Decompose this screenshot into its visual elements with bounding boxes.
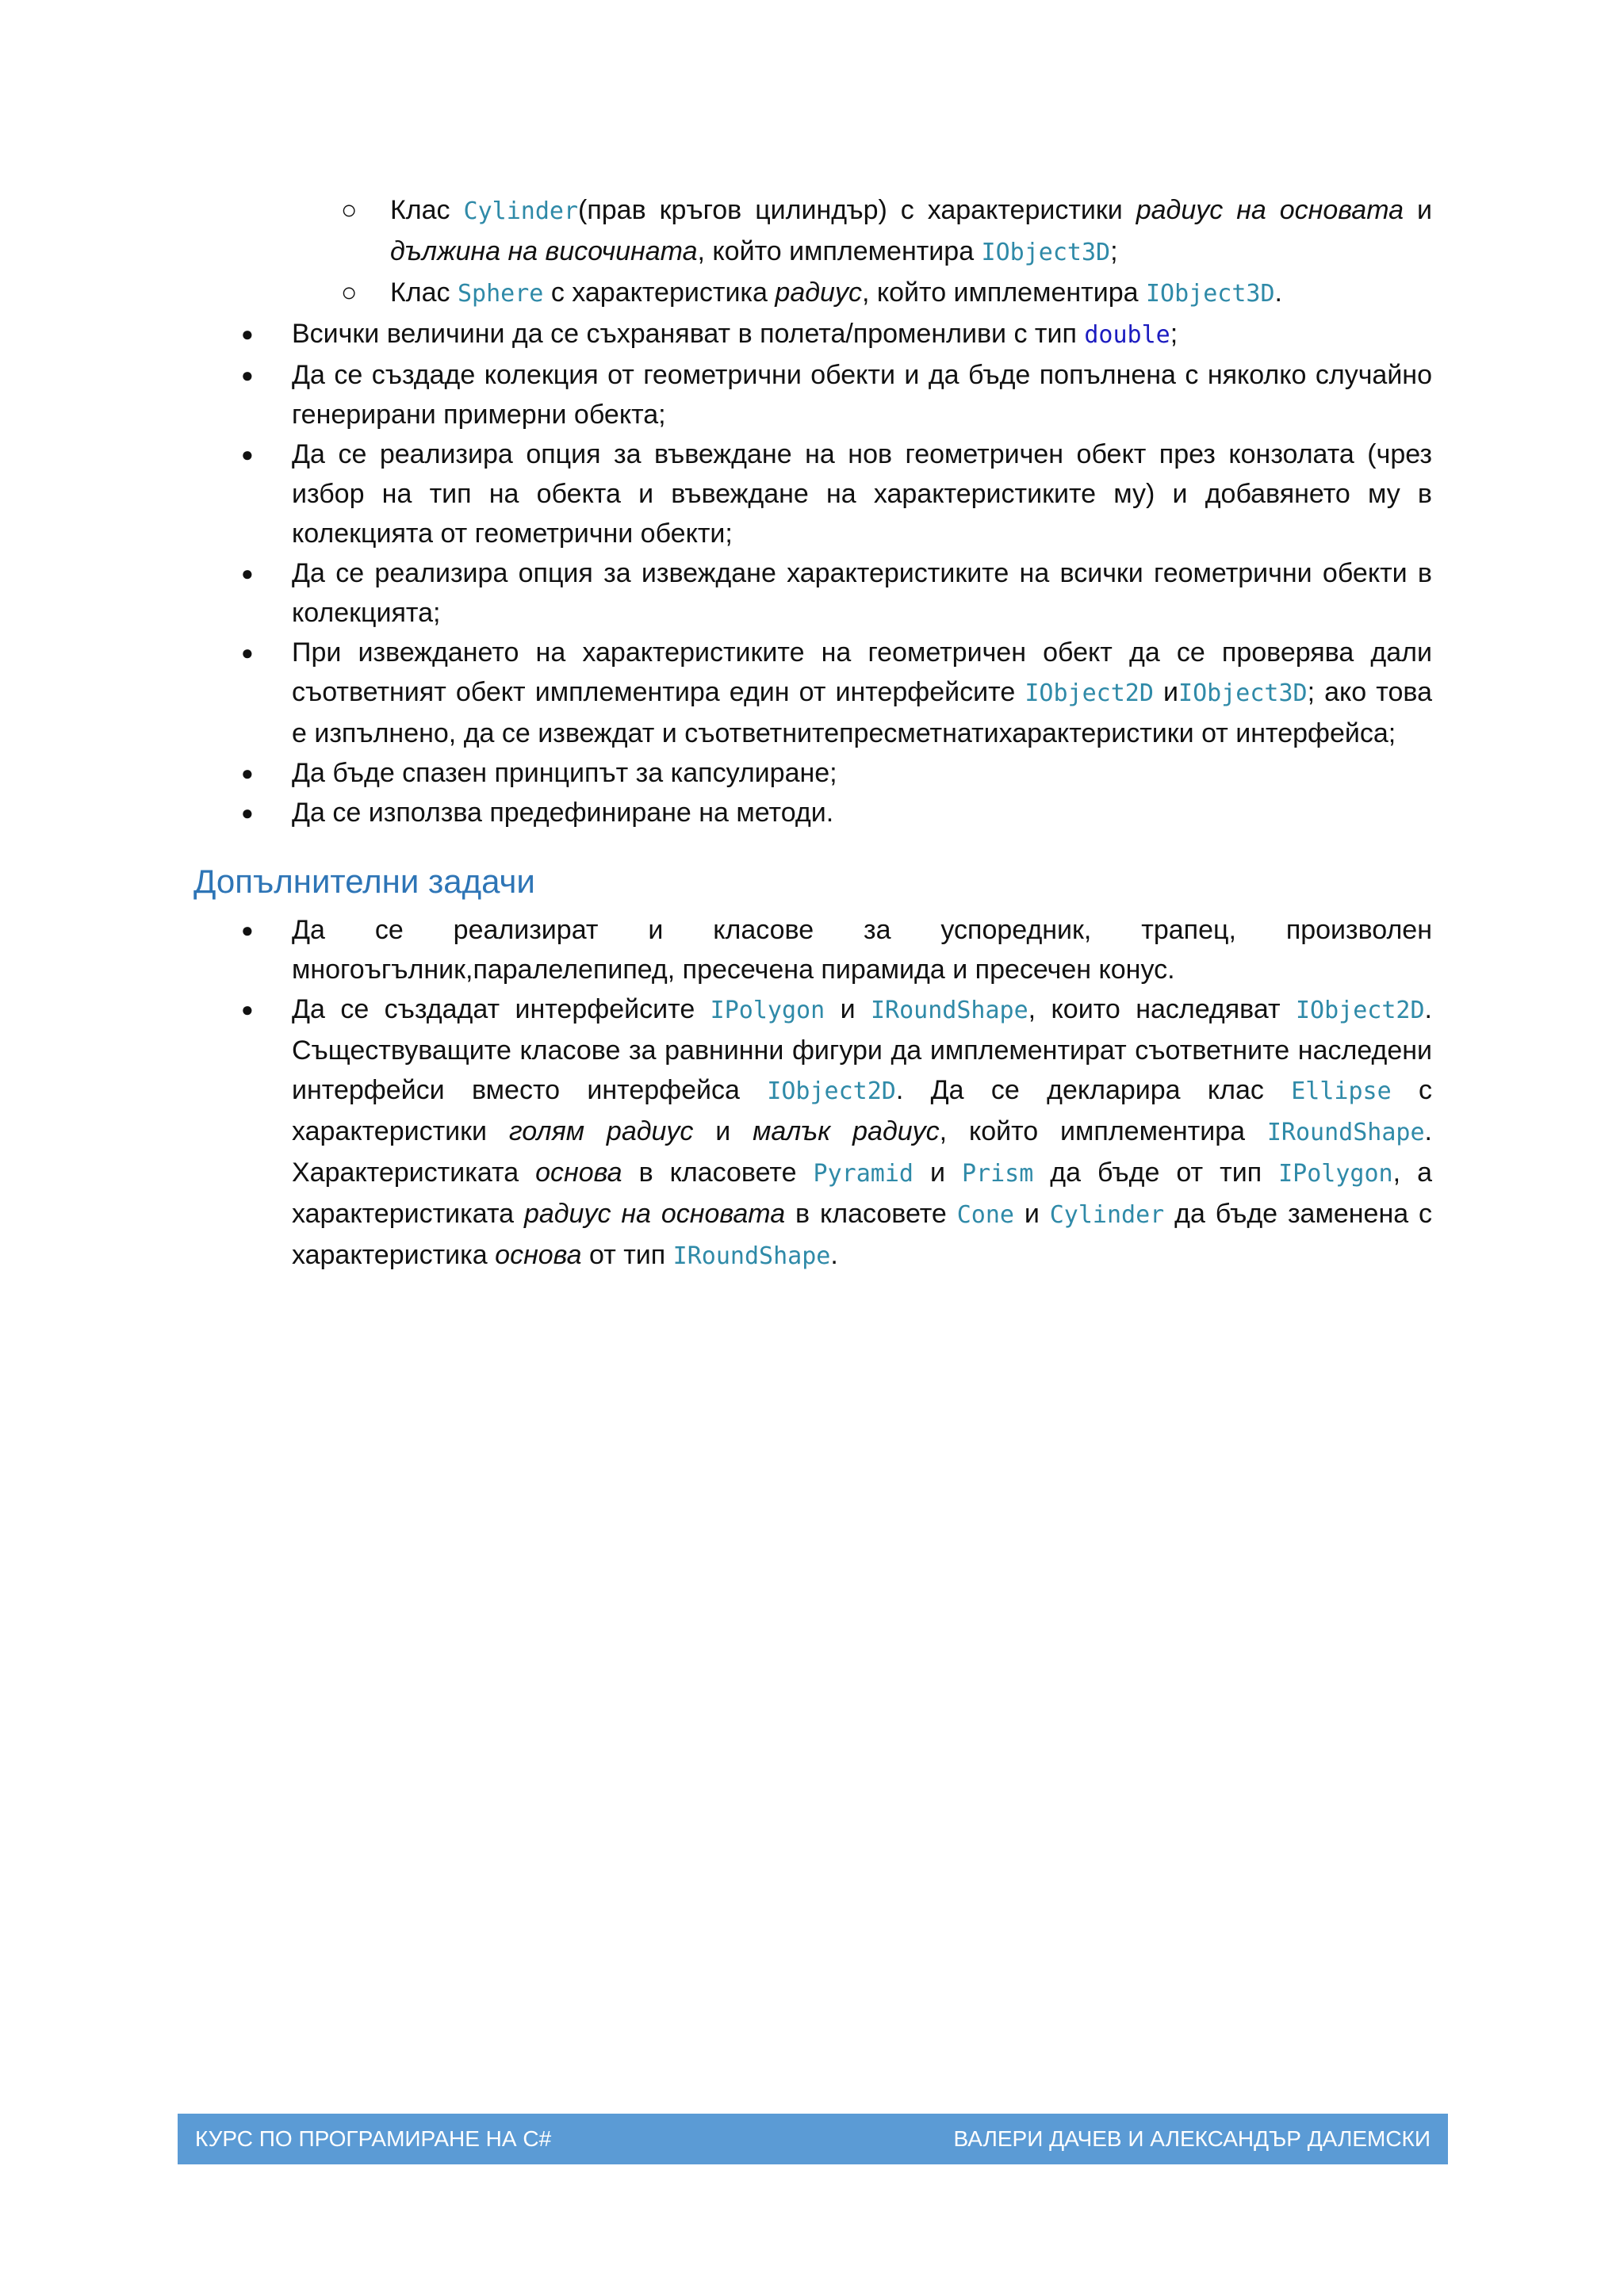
code-interface-name: IRoundShape bbox=[672, 1242, 831, 1270]
text: и bbox=[825, 994, 871, 1024]
emphasis: дължина на височината bbox=[390, 236, 698, 266]
text: , които наследяват bbox=[1028, 994, 1296, 1024]
text: с характеристика bbox=[543, 277, 776, 308]
list-item bbox=[193, 434, 1432, 553]
text: в класовете bbox=[622, 1158, 814, 1188]
text: . Съществуващите класове за равнинни фигури да имплементират съответните наследени интерфейси вместо интерфейса bbox=[292, 994, 1432, 1105]
text: (прав кръгов цилиндър) с характеристики bbox=[578, 195, 1136, 225]
page-content bbox=[193, 190, 1432, 1276]
text: и bbox=[913, 1158, 962, 1188]
code-interface-name: IPolygon bbox=[1278, 1160, 1393, 1188]
text: от тип bbox=[581, 1240, 673, 1270]
code-class-name: Cone bbox=[956, 1201, 1014, 1229]
emphasis: голям радиус bbox=[508, 1116, 694, 1146]
text: и bbox=[1013, 1199, 1050, 1229]
text: Да се създаде колекция от геометрични обекти и да бъде попълнена с няколко случайно генерирани примерни обекта; bbox=[292, 360, 1432, 430]
text: Да се създадат интерфейсите bbox=[292, 994, 710, 1024]
text: . bbox=[1274, 277, 1282, 308]
bullet-icon: ● bbox=[241, 761, 254, 785]
text: , а характеристиката bbox=[292, 1158, 1432, 1229]
emphasis: малък радиус bbox=[753, 1116, 940, 1146]
hollow-circle-bullet-icon: ○ bbox=[341, 195, 358, 225]
bullet-icon: ● bbox=[241, 997, 254, 1021]
bullet-icon: ● bbox=[241, 561, 254, 585]
code-interface-name: IObject2D bbox=[1025, 679, 1154, 707]
list-item bbox=[193, 753, 1432, 793]
emphasis: радиус на основата bbox=[523, 1199, 786, 1229]
code-interface-name: IObject3D bbox=[981, 239, 1111, 266]
bullet-icon: ● bbox=[241, 442, 254, 466]
footer-authors: ВАЛЕРИ ДАЧЕВ И АЛЕКСАНДЪР ДАЛЕМСКИ bbox=[953, 2126, 1431, 2151]
list-item bbox=[193, 793, 1432, 832]
code-interface-name: IObject3D bbox=[1178, 679, 1308, 707]
text: Да се реализира опция за извеждане характеристиките на всички геометрични обекти в колекцията; bbox=[292, 558, 1432, 628]
bullet-icon: ● bbox=[241, 801, 254, 825]
text: ; bbox=[1110, 236, 1118, 266]
text: да бъде от тип bbox=[1033, 1158, 1279, 1188]
emphasis: радиус на основата bbox=[1136, 195, 1404, 225]
list-item bbox=[193, 314, 1432, 355]
text: и bbox=[1153, 677, 1179, 707]
code-keyword: double bbox=[1084, 321, 1170, 349]
text: . Да се декларира клас bbox=[895, 1075, 1292, 1105]
section-heading: Допълнителни задачи bbox=[193, 863, 535, 900]
list-item bbox=[193, 910, 1432, 989]
list-item-sphere bbox=[193, 273, 1432, 314]
code-class-name: Prism bbox=[961, 1160, 1034, 1188]
text: , който имплементира bbox=[861, 277, 1146, 308]
text: Да се реализират и класове за успоредник, трапец, произволен многоъгълник,паралелепипед, пресечена пирамида и пресечен конус. bbox=[292, 915, 1432, 985]
footer-course-title: КУРС ПО ПРОГРАМИРАНЕ НА C# bbox=[195, 2126, 552, 2151]
text: и bbox=[1404, 195, 1433, 225]
bullet-icon: ● bbox=[241, 641, 254, 664]
list-item bbox=[193, 355, 1432, 434]
page-footer bbox=[178, 2114, 1448, 2164]
code-class-name: Cylinder bbox=[463, 197, 579, 225]
text: ; ако това е изпълнено, да се извеждат и съответнитепресметнатихарактеристики от интерфейса; bbox=[292, 677, 1432, 748]
hollow-circle-bullet-icon: ○ bbox=[341, 277, 358, 308]
code-interface-name: IPolygon bbox=[710, 997, 825, 1024]
code-interface-name: IObject3D bbox=[1145, 280, 1275, 308]
text: Да се използва предефиниране на методи. bbox=[292, 798, 834, 828]
text: . bbox=[830, 1240, 838, 1270]
code-class-name: Pyramid bbox=[813, 1160, 914, 1188]
code-interface-name: IObject2D bbox=[767, 1077, 896, 1105]
text: Да се реализира опция за въвеждане на нов геометричен обект през конзолата (чрез избор на тип на обекта и въвеждане на характеристиките му) и добавянето му в колекцията от геометрични обекти; bbox=[292, 439, 1432, 549]
text: Всички величини да се съхраняват в полета/променливи с тип bbox=[292, 319, 1085, 349]
text: и bbox=[693, 1116, 753, 1146]
bullet-icon: ● bbox=[241, 363, 254, 387]
code-class-name: Sphere bbox=[458, 280, 544, 308]
text: Клас bbox=[390, 277, 458, 308]
text: Клас bbox=[390, 195, 464, 225]
text: . Характеристиката bbox=[292, 1116, 1432, 1188]
text: да бъде заменена с характеристика bbox=[292, 1199, 1433, 1270]
text: , който имплементира bbox=[939, 1116, 1267, 1146]
text: , който имплементира bbox=[697, 236, 982, 266]
list-item bbox=[193, 553, 1432, 633]
list-item bbox=[193, 633, 1432, 753]
emphasis: основа bbox=[495, 1240, 582, 1270]
text: При извеждането на характеристиките на геометричен обект да се проверява дали съответният обект имплементира един от интерфейсите bbox=[292, 637, 1432, 707]
code-class-name: Ellipse bbox=[1291, 1077, 1392, 1105]
text: ; bbox=[1170, 319, 1178, 349]
emphasis: радиус bbox=[775, 277, 862, 308]
bullet-icon: ● bbox=[241, 918, 254, 942]
text: Да бъде спазен принципът за капсулиране; bbox=[292, 758, 837, 788]
text: с характеристики bbox=[292, 1075, 1433, 1146]
bullet-icon: ● bbox=[241, 322, 254, 346]
emphasis: основа bbox=[535, 1158, 622, 1188]
list-item bbox=[193, 989, 1432, 1276]
code-interface-name: IRoundShape bbox=[1266, 1119, 1425, 1146]
code-interface-name: IRoundShape bbox=[870, 997, 1028, 1024]
list-item-cylinder bbox=[193, 190, 1432, 273]
code-interface-name: IObject2D bbox=[1295, 997, 1425, 1024]
text: в класовете bbox=[785, 1199, 957, 1229]
code-class-name: Cylinder bbox=[1049, 1201, 1165, 1229]
